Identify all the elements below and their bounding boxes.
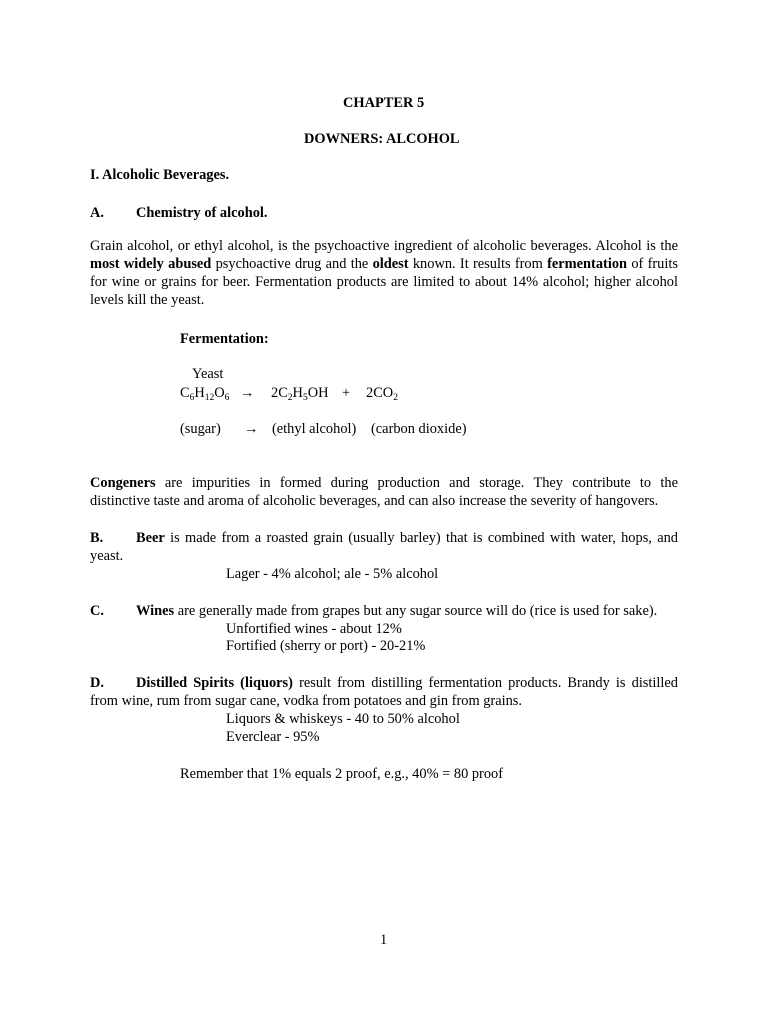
text-run: known. It results from <box>408 256 548 272</box>
subsection-letter: D. <box>90 675 104 691</box>
emphasis: oldest <box>372 256 409 272</box>
subsection-letter: C. <box>90 603 104 619</box>
spirits-line-2: from wine, rum from sugar cane, vodka from potatoes and gin from grains. <box>90 693 522 709</box>
product-word-ethanol: (ethyl alcohol) <box>272 421 357 437</box>
chapter-number: CHAPTER 5 <box>343 95 425 111</box>
wines-detail-2: Fortified (sherry or port) - 20-21% <box>226 638 426 654</box>
text-run: psychoactive drug and the <box>211 256 373 272</box>
proof-note: Remember that 1% equals 2 proof, e.g., 40% = 80 proof <box>180 766 504 782</box>
fermentation-label: Fermentation: <box>180 331 269 347</box>
paragraph-line: Grain alcohol, or ethyl alcohol, is the psychoactive ingredient of alcoholic beverages. Alcohol is the <box>90 238 678 254</box>
paragraph-line: for wine or grains for beer. Fermentation products are limited to about 14% alcohol; higher alcohol <box>90 274 678 290</box>
product-co2-formula: $2CO_2$ <box>366 385 398 403</box>
spirits-detail-2: Everclear - 95% <box>226 729 320 745</box>
alcohol-paragraph <box>90 237 678 309</box>
text-run: are generally made from grapes but any sugar source will do (rice is used for sake). <box>174 603 658 619</box>
catalyst-label: Yeast <box>192 366 224 382</box>
reaction-arrow: → <box>240 385 255 401</box>
wines-detail-1: Unfortified wines - about 12% <box>226 621 402 637</box>
paragraph-line: distinctive taste and aroma of alcoholic beverages, and can also increase the severity of hangovers. <box>90 493 659 509</box>
paragraph-line <box>90 255 678 273</box>
beer-detail: Lager - 4% alcohol; ale - 5% alcohol <box>226 566 439 582</box>
chapter-title: DOWNERS: ALCOHOL <box>304 131 460 147</box>
spirits-line-1 <box>136 674 678 692</box>
subsection-heading: Chemistry of alcohol. <box>136 205 268 221</box>
wines-line-1 <box>136 602 657 620</box>
subsection-letter: B. <box>90 530 104 546</box>
reactant-word: (sugar) <box>180 421 221 437</box>
text-run: of fruits <box>627 256 678 272</box>
section-heading: I. Alcoholic Beverages. <box>90 167 230 183</box>
plus-sign: + <box>342 385 351 401</box>
emphasis: fermentation <box>547 256 628 272</box>
term: Distilled Spirits (liquors) <box>136 675 293 691</box>
term: Congeners <box>90 475 156 491</box>
reactant-formula: $C_6H_{12}O_6$ <box>180 385 230 403</box>
page-number: 1 <box>380 932 388 948</box>
beer-line-2: yeast. <box>90 548 124 564</box>
reaction-arrow: → <box>244 421 259 437</box>
spirits-detail-1: Liquors & whiskeys - 40 to 50% alcohol <box>226 711 460 727</box>
product-word-co2: (carbon dioxide) <box>371 421 467 437</box>
beer-line-1 <box>136 529 678 547</box>
term: Wines <box>136 603 175 619</box>
term: Beer <box>136 530 165 546</box>
congeners-paragraph <box>90 474 678 510</box>
paragraph-line: levels kill the yeast. <box>90 292 205 308</box>
text-run: result from distilling fermentation products. Brandy is distilled <box>292 675 678 691</box>
product-ethanol-formula: $2C_2H_5OH$ <box>271 385 329 403</box>
text-run: is made from a roasted grain (usually barley) that is combined with water, hops, and <box>164 530 678 546</box>
subsection-letter: A. <box>90 205 104 221</box>
emphasis: most widely abused <box>90 256 212 272</box>
text-run: are impurities in formed during production and storage. They contribute to the <box>155 475 678 491</box>
paragraph-line <box>90 474 678 492</box>
